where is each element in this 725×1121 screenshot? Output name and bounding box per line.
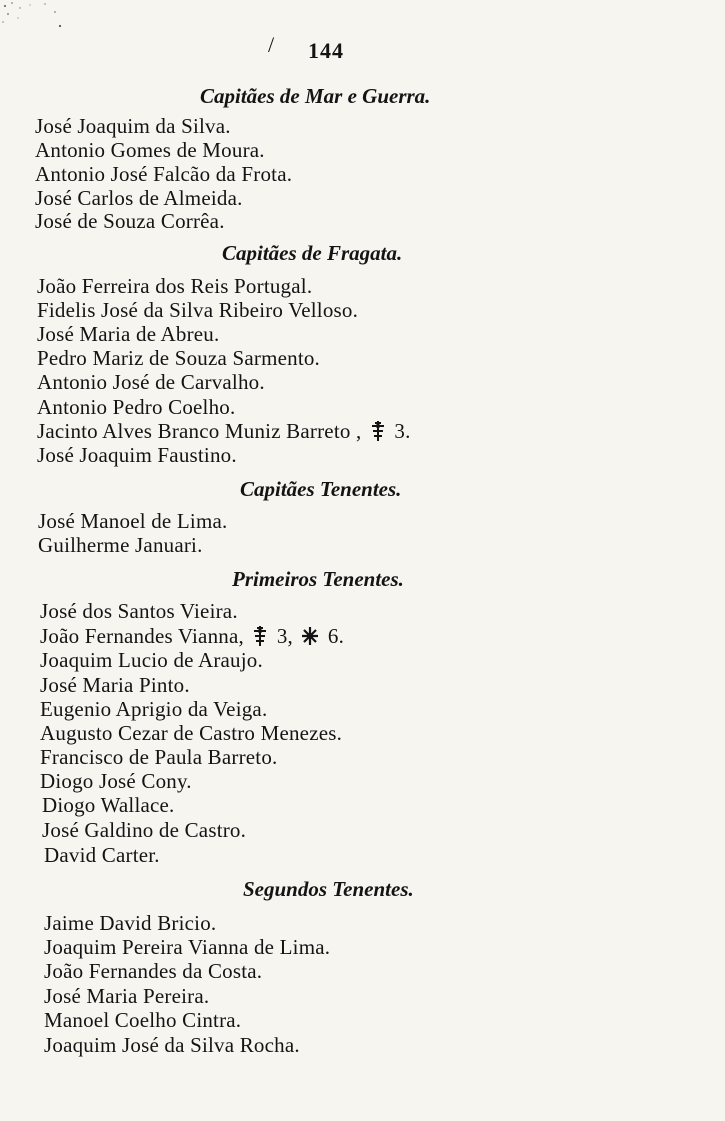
list-item <box>37 419 411 444</box>
list-item: João Fernandes da Costa. <box>44 959 263 983</box>
list-item: Diogo José Cony. <box>40 769 192 793</box>
page-number: 144 <box>308 38 344 63</box>
page-mark: / <box>268 32 276 57</box>
list-item: José Maria de Abreu. <box>37 322 220 346</box>
entry-name: Jacinto Alves Branco Muniz Barreto , <box>37 419 362 443</box>
list-item: João Ferreira dos Reis Portugal. <box>37 274 313 298</box>
decoration-number: 3. <box>394 419 411 443</box>
entry-name: João Fernandes Vianna, <box>40 624 244 648</box>
list-item: Francisco de Paula Barreto. <box>40 745 278 769</box>
list-item: Jaime David Bricio. <box>44 911 217 935</box>
list-item: Antonio José Falcão da Frota. <box>35 162 293 186</box>
list-item: José Carlos de Almeida. <box>35 186 243 210</box>
order-cross-icon <box>251 625 269 647</box>
list-item: Eugenio Aprigio da Veiga. <box>40 697 268 721</box>
list-item <box>40 624 344 649</box>
list-item: Joaquim Lucio de Araujo. <box>40 648 263 672</box>
list-item: José de Souza Corrêa. <box>35 209 225 233</box>
section-title: Capitães Tenentes. <box>240 477 402 501</box>
list-item: Guilherme Januari. <box>38 533 203 557</box>
list-item: José Joaquim Faustino. <box>37 443 237 467</box>
list-item: Antonio Pedro Coelho. <box>37 395 236 419</box>
section-title: Primeiros Tenentes. <box>232 567 404 591</box>
list-item: Antonio José de Carvalho. <box>37 370 265 394</box>
list-item: José Maria Pereira. <box>44 984 210 1008</box>
list-item: José Joaquim da Silva. <box>35 114 231 138</box>
decoration-number: 6. <box>327 624 345 648</box>
list-item: José dos Santos Vieira. <box>40 599 238 623</box>
order-rose-icon <box>300 625 320 647</box>
section-title: Segundos Tenentes. <box>243 877 414 901</box>
list-item: José Manoel de Lima. <box>38 509 228 533</box>
section-title: Capitães de Mar e Guerra. <box>200 84 431 108</box>
list-item: Manoel Coelho Cintra. <box>44 1008 242 1032</box>
order-cross-icon <box>369 420 387 442</box>
list-item: Joaquim José da Silva Rocha. <box>44 1033 300 1057</box>
list-item: Fidelis José da Silva Ribeiro Velloso. <box>37 298 359 322</box>
list-item: José Maria Pinto. <box>40 673 190 697</box>
list-item: David Carter. <box>44 843 160 867</box>
list-item: José Galdino de Castro. <box>42 818 247 842</box>
list-item: Antonio Gomes de Moura. <box>35 138 265 162</box>
list-item: Augusto Cezar de Castro Menezes. <box>40 721 343 745</box>
decoration-number: 3, <box>276 624 294 648</box>
list-item: Joaquim Pereira Vianna de Lima. <box>44 935 331 959</box>
section-title: Capitães de Fragata. <box>222 241 403 265</box>
list-item: Diogo Wallace. <box>42 793 175 817</box>
list-item: Pedro Mariz de Souza Sarmento. <box>37 346 321 370</box>
scan-speckle <box>0 0 90 40</box>
